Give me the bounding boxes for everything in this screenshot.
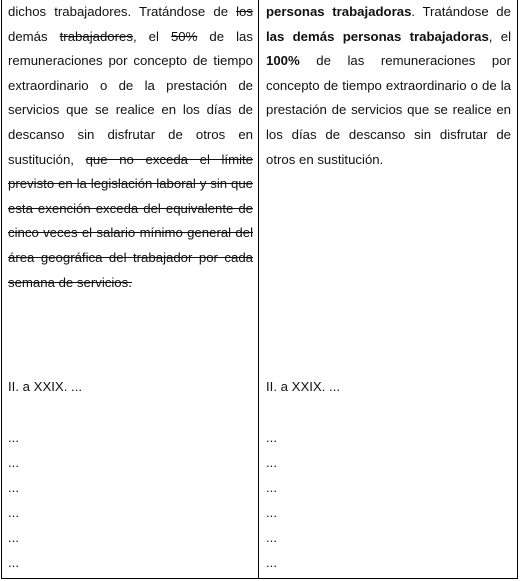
bold-text: las demás xyxy=(266,28,335,44)
ellipsis-right: ... xyxy=(266,455,277,470)
ellipsis-left: ... xyxy=(8,530,19,545)
text-run: de las remuneraciones por concepto de tiempo extraordinario o de la prestación de servicios que se realice en los días de descanso sin disfrutar de otros en sustitución. xyxy=(266,53,511,167)
right-paragraph xyxy=(266,0,511,172)
bold-text: 100% xyxy=(266,53,300,69)
text-run: de las remuneraciones por concepto de tiempo extraordinario o de la prestación de servicios que se realice en los días de descanso sin disfrutar de otros en sustitución, xyxy=(8,28,253,167)
column-divider xyxy=(258,0,259,579)
left-column-text xyxy=(8,0,253,295)
struck-text: trabajadores xyxy=(59,28,133,44)
ellipsis-right: ... xyxy=(266,480,277,495)
ellipsis-left: ... xyxy=(8,555,19,570)
ellipsis-right: ... xyxy=(266,555,277,570)
ellipsis-right: ... xyxy=(266,530,277,545)
struck-text: los xyxy=(236,4,253,19)
text-run: demás xyxy=(8,28,48,44)
ellipsis-left: ... xyxy=(8,430,19,445)
struck-text: 50% xyxy=(170,28,198,44)
text-run: dichos trabajadores. Tratándose de xyxy=(8,4,229,19)
right-column-text xyxy=(266,0,511,172)
ellipsis-left: ... xyxy=(8,480,19,495)
ellipsis-left: ... xyxy=(8,505,19,520)
text-run: . Tratándose de xyxy=(411,4,511,19)
left-paragraph xyxy=(8,0,253,295)
text-run: , el xyxy=(488,28,511,44)
struck-text: que no exceda el límite previsto en la legislación laboral y sin que esta exención exceda del equivalente de cinco veces el salario mínimo general del área geográfica del trabajador por cada semana de servicios. xyxy=(8,151,253,290)
bold-text: personas trabajadoras xyxy=(266,4,412,19)
bold-text: personas trabajadoras xyxy=(342,28,489,44)
text-run: , el xyxy=(132,28,159,44)
ellipsis-right: ... xyxy=(266,430,277,445)
fraction-range-left: II. a XXIX. ... xyxy=(8,379,83,394)
fraction-range-right: II. a XXIX. ... xyxy=(266,379,341,394)
ellipsis-left: ... xyxy=(8,455,19,470)
ellipsis-right: ... xyxy=(266,505,277,520)
